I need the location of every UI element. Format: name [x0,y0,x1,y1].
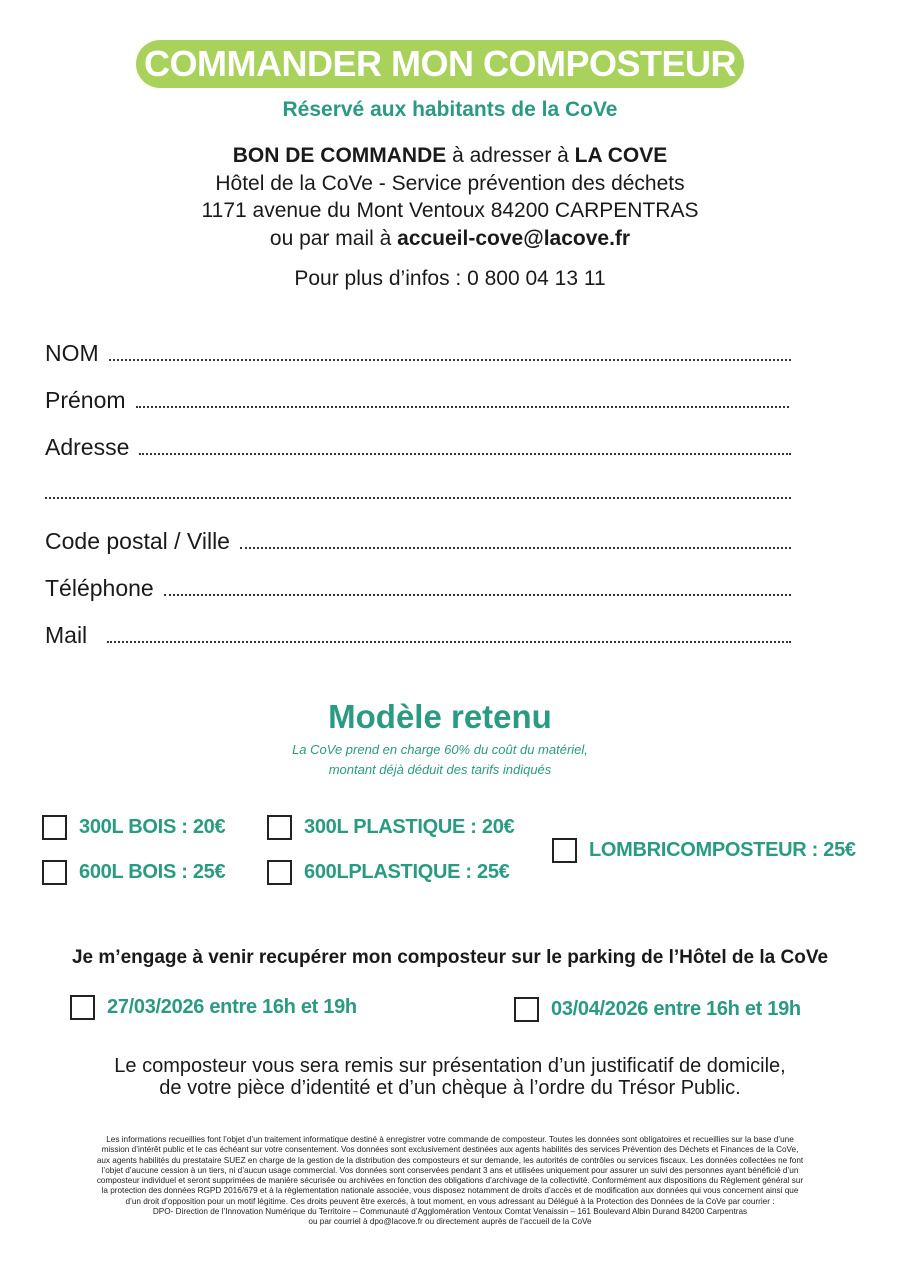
legal-line: DPO- Direction de l’Innovation Numérique du Territoire – Communauté d’Agglomération Ventoux Comtat Venaissin – 161 Boulevard Albin Durand 84200 Carpentras [152,1207,748,1217]
option-300l-bois[interactable] [42,815,225,840]
adresse-line2-dotted-line[interactable] [45,481,791,499]
order-address-line1: BON DE COMMANDE à adresser à LA COVE [232,144,668,167]
legal-line: ou par courriel à dpo@lacove.fr ou directement auprès de l’accueil de la CoVe [308,1217,592,1227]
legal-line: Les informations recueillies font l’objet d’un traitement informatique destiné à enregistrer votre commande de composteur. Toutes les données sont obligatoires et recueillies sur la base d’une [106,1135,794,1144]
checkbox-lombricomposteur[interactable] [552,838,577,863]
pickup-engagement: Je m’engage à venir recupérer mon composteur sur le parking de l’Hôtel de la CoVe [71,947,829,968]
subtitle: Réservé aux habitants de la CoVe [282,98,618,121]
legal-line: composteur individuel et seront supprimées de manière sécurisée ou archivées en fonction des obligations d’archivage de la collectivité. Conformément aux dispositions du Règlement général sur [96,1176,804,1186]
telephone-dotted-line[interactable] [164,578,791,596]
telephone-field[interactable] [45,575,791,602]
label-lombricomposteur: LOMBRICOMPOSTEUR : 25€ [589,839,856,861]
option-date2[interactable] [514,997,801,1022]
option-600l-bois[interactable] [42,860,225,885]
remise-line2: de votre pièce d’identité et d’un chèque à l’ordre du Trésor Public. [159,1077,741,1099]
adresse-dotted-line[interactable] [139,437,791,455]
label-600l-plastique: 600LPLASTIQUE : 25€ [304,861,510,883]
mail-dotted-line[interactable] [107,625,791,643]
order-address-line4: ou par mail à accueil-cove@lacove.fr [269,227,631,250]
legal-line: d’un droit d’opposition pour un motif légitime. Ces droits peuvent être exercés, à tout moment, en vous adressant au Délégué à la Protection des Données de la CoVe par courrier : [125,1196,775,1206]
checkbox-date1[interactable] [70,995,95,1020]
legal-line: aux agents habilités du prestataire SUEZ en charge de la gestion de la distribution des composteurs et sur demande, les autorités de contrôles ou services fiscaux. Les données collectées ne font [96,1155,804,1165]
legal-notice [45,1135,855,1228]
cp-ville-dotted-line[interactable] [240,531,791,549]
cp-ville-field[interactable] [45,528,791,555]
label-date1: 27/03/2026 entre 16h et 19h [107,996,357,1018]
checkbox-600l-bois[interactable] [42,860,67,885]
info-phone: Pour plus d’infos : 0 800 04 13 11 [294,267,606,290]
adresse-label: Adresse [45,434,130,460]
checkbox-600l-plastique[interactable] [267,860,292,885]
nom-dotted-line[interactable] [109,343,791,361]
adresse-field[interactable] [45,434,791,461]
nom-field[interactable] [45,340,791,367]
adresse-line2-field[interactable] [45,481,791,499]
order-address-line2: Hôtel de la CoVe - Service prévention des déchets [215,172,685,195]
label-300l-bois: 300L BOIS : 20€ [79,816,226,838]
option-600l-plastique[interactable] [267,860,509,885]
legal-line: mission d’intérêt public et le cas échéant sur votre consentement. Vos données sont exclusivement destinées aux agents habilités des services Prévention des Déchets et Finances de la CoVe, [101,1145,799,1155]
checkbox-300l-bois[interactable] [42,815,67,840]
label-600l-bois: 600L BOIS : 25€ [79,861,226,883]
nom-label: NOM [45,340,99,366]
remise-line1: Le composteur vous sera remis sur présentation d’un justificatif de domicile, [114,1055,786,1077]
option-date1[interactable] [70,995,357,1020]
modele-note-line1: La CoVe prend en charge 60% du coût du matériel, [292,742,588,757]
label-300l-plastique: 300L PLASTIQUE : 20€ [304,816,515,838]
page-title: COMMANDER MON COMPOSTEUR [144,43,736,84]
telephone-label: Téléphone [45,575,154,601]
modele-title: Modèle retenu [328,698,552,735]
cp-ville-label: Code postal / Ville [45,528,230,554]
checkbox-date2[interactable] [514,997,539,1022]
page-title-banner [136,40,744,88]
legal-line: l’objet d’aucune cession à un tiers, ni d’aucun usage commercial. Vos données sont conservées pendant 3 ans et utilisées uniquement pour assurer un suivi des personnes ayant bénéficié d’un [101,1165,799,1175]
option-lombricomposteur[interactable] [552,838,856,863]
checkbox-300l-plastique[interactable] [267,815,292,840]
prenom-dotted-line[interactable] [136,390,789,408]
option-300l-plastique[interactable] [267,815,514,840]
modele-note-line2: montant déjà déduit des tarifs indiqués [328,762,552,777]
mail-label: Mail [45,622,88,648]
email-link[interactable]: accueil-cove@lacove.fr [397,227,631,250]
prenom-field[interactable] [45,387,789,414]
order-address-line3: 1171 avenue du Mont Ventoux 84200 CARPENTRAS [201,199,699,222]
prenom-label: Prénom [45,387,126,413]
label-date2: 03/04/2026 entre 16h et 19h [551,998,801,1020]
legal-line: la protection des données RGPD 2016/679 et à la règlementation nationale associée, vous disposez notamment de droits d’accès et de modification aux données qui vous concernent ainsi que [101,1186,799,1196]
mail-field[interactable] [45,622,791,649]
